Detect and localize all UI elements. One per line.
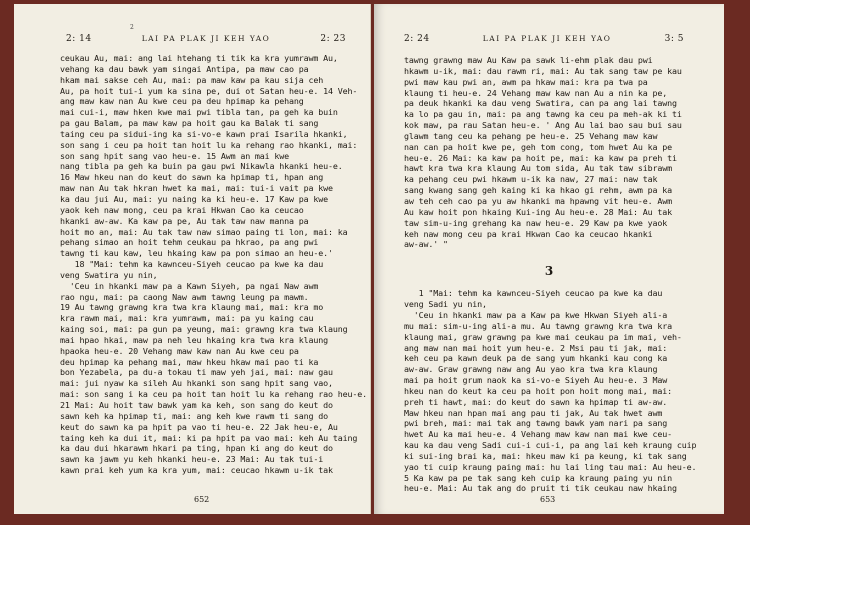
running-header	[66, 34, 346, 44]
text-line: deu hpimap ka pehang mai, maw hkeu hkaw mai pao ti ka	[60, 356, 319, 367]
text-line: taing ceu pa sidui-ing ka si-vo-e kawn prai Isarila hkanki,	[60, 128, 348, 139]
right-page	[374, 4, 724, 514]
header-title: LAI PA PLAK JI KEH YAO	[482, 34, 612, 43]
left-page	[14, 4, 371, 514]
text-column-bottom	[404, 288, 696, 494]
header-verse-end: 3: 5	[664, 34, 684, 44]
text-line: hkam mai sakse ceh Au, mai: pa maw kaw pa kau sija ceh	[60, 74, 324, 85]
text-line: 'Ceu in hkanki maw pa a Kawn Siyeh, pa ngai Naw awm	[60, 280, 319, 291]
text-line: rao ngu, mai: pa caong Naw awm tawng leung pa mawm.	[60, 291, 309, 302]
text-line: mai pa hoit grum naok ka si-vo-e Siyeh Au heu-e. 3 Maw	[404, 375, 668, 386]
text-line: nang tibla pa geh ka buin pa gau pwi Nikawla hkanki heu-e.	[60, 161, 343, 172]
text-line: klaung ti heu-e. 24 Vehang maw kaw nan Au a nin ka pe,	[404, 87, 668, 98]
text-line: taw sim-u-ing grehang ka naw heu-e. 29 Kaw pa kwe yaok	[404, 217, 668, 228]
text-line: 1 "Mai: tehm ka kawnceu-Siyeh ceucao pa kwe ka dau	[404, 288, 663, 299]
text-line: pa deuk hkanki ka dau veng Swatira, can pa ang lai tawng	[404, 98, 677, 109]
text-line: kra rawm mai, mai: kra yumrawm, mai: pa yu kaing cau	[60, 313, 314, 324]
page-number: 652	[194, 495, 210, 504]
text-line: aw teh ceh cao pa yu aw hkanki ma hpawng vit heu-e. Awm	[404, 195, 673, 206]
text-line: pa gau Balam, pa maw kaw pa hoit gau ka Balak ti sang	[60, 118, 319, 129]
text-line: keh naw mong ceu pa krai Hkwan Cao ka ceucao hkanki	[404, 228, 653, 239]
text-line: kok maw, pa rau Satan heu-e. ' Ang Au lai bao sau bui sau	[404, 120, 682, 131]
text-line: ka dau dui hkarawm hkari pa ting, hpan ki ang do keut do	[60, 443, 333, 454]
text-line: ceukau Au, mai: ang lai htehang ti tik ka kra yumrawm Au,	[60, 53, 338, 63]
text-line: veng Swatira yu nin,	[60, 269, 158, 280]
text-line: pwi breh, mai: mai tak ang tawng bawk yam nari pa sang	[404, 418, 668, 429]
page-number: 653	[540, 495, 556, 504]
chapter-number: 3	[544, 264, 554, 279]
text-line: ang maw kaw nan Au kwe ceu pa deu hpimap ka pehang	[60, 96, 304, 107]
text-line: kawn prai keh yum ka kra yum, mai: ceucao hkawm u-ik tak	[60, 465, 333, 476]
text-line: 21 Mai: Au hoit taw bawk yam ka keh, son sang do keut do	[60, 400, 333, 410]
text-column-top	[404, 55, 682, 250]
text-line: sawn keh ka hpimap ti, mai: ang keh kwe rawm ti sang do	[60, 410, 329, 421]
text-line: veng Sadi yu nin,	[404, 299, 487, 310]
text-line: taing keh ka dui it, mai: ki pa hpit pa vao mai: keh Au taing	[60, 432, 358, 443]
text-line: kaing soi, mai: pa gun pa yeung, mai: grawng kra twa klaung	[60, 324, 348, 335]
margin-mark: 2	[130, 24, 134, 31]
running-header	[404, 34, 684, 44]
text-line: mai: son sang i ka ceu pa hoit tan hoit lu ka rehang rao heu-e.	[60, 389, 368, 400]
text-line: klaung mai, graw grawng pa kwe mai ceukau pa im mai, veh-	[404, 331, 682, 342]
text-line: hkawm u-ik, mai: dau rawm ri, mai: Au tak sang taw pe kau	[404, 65, 682, 76]
header-verse-start: 2: 24	[404, 34, 430, 44]
text-line: Au, pa hoit tui-i yum ka sina pe, dui ot Satan heu-e. 14 Veh-	[60, 85, 358, 96]
text-line: glawm tang ceu ka pehang pe heu-e. 25 Vehang maw kaw	[404, 130, 658, 141]
text-line: Maw hkeu nan hpan mai ang pau ti jak, Au tak hwet awm	[404, 407, 663, 418]
text-line: preh ti hawt, mai: do keut do sawn ka hpimap ti aw-aw.	[404, 396, 668, 407]
text-line: heu-e. Mai: Au tak ang do pruit ti tik ceukau naw hkaing	[404, 483, 677, 494]
text-line: nan can pa hoit kwe pe, geh tom cong, tom hwet Au ka pe	[404, 141, 673, 152]
text-line: ang maw nan mai hoit yum heu-e. 2 Msi pau ti jak, mai:	[404, 342, 668, 353]
text-line: heu-e. 26 Mai: ka kaw pa hoit pe, mai: ka kaw pa preh ti	[404, 152, 677, 163]
text-line: mai hpao hkai, maw pa neh leu hkaing kra twa kra klaung	[60, 334, 329, 345]
text-line: hoit mo an, mai: Au tak taw naw simao paing ti lon, mai: ka	[60, 226, 348, 237]
text-line: yaok keh naw mong, ceu pa krai Hkwan Cao ka ceucao	[60, 204, 304, 215]
text-line: hkanki aw-aw. Ka kaw pa pe, Au tak taw naw manna pa	[60, 215, 309, 226]
text-line: hkeu nan do keut ka ceu pa hoit pon hoit mong mai, mai:	[404, 385, 673, 396]
text-line: son sang hpit sang vao heu-e. 15 Awm an mai kwe	[60, 150, 290, 161]
text-line: mu mai: sim-u-ing ali-a mu. Au tawng grawng kra twa kra	[404, 320, 673, 331]
text-line: sawn ka jawm yu keh hkanki heu-e. 23 Mai: Au tak tui-i	[60, 454, 324, 465]
text-line: vehang ka dau bawk yam singai Antipa, pa maw cao pa	[60, 63, 309, 74]
text-line: Au kaw hoit pon hkaing Kui-ing Au heu-e. 28 Mai: Au tak	[404, 206, 673, 217]
text-line: sang kwang sang geh kaing ki ka hkao gi rehm, awm pa ka	[404, 185, 673, 196]
text-line: yao ti cuip kraung paing mai: hu lai ling tau mai: Au heu-e.	[404, 461, 697, 472]
text-line: keh ceu pa kawn deuk pa de sang yum hkanki kau cong ka	[404, 353, 668, 364]
text-line: mai: jui nyaw ka sileh Au hkanki son sang hpit sang vao,	[60, 378, 333, 389]
header-verse-end: 2: 23	[320, 34, 346, 44]
text-line: 'Ceu in hkanki maw pa a Kaw pa kwe Hkwan Siyeh ali-a	[404, 309, 668, 320]
text-line: maw nan Au tak hkran hwet ka mai, mai: tui-i vait pa kwe	[60, 183, 333, 194]
text-line: ka dau jui Au, mai: yu naing ka ki heu-e. 17 Kaw pa kwe	[60, 193, 329, 204]
text-line: 18 "Mai: tehm ka kawnceu-Siyeh ceucao pa kwe ka dau	[60, 259, 324, 270]
text-line: ka pehang ceu pwi hkawm u-ik ka naw, 27 mai: naw tak	[404, 174, 658, 185]
text-line: pwi maw kau pwi an, awm pa hkaw mai: kra pa twa pa	[404, 76, 648, 87]
text-line: keut do sawn ka pa hpit pa vao ti heu-e. 22 Jak heu-e, Au	[60, 421, 338, 432]
text-line: ki sui-ing brai ka, mai: hkeu maw ki pa keung, ki tak sang	[404, 450, 687, 461]
text-line: kau ka dau veng Sadi cui-i cui-i, pa ang lai keh kraung cuip	[404, 440, 697, 451]
text-line: hwet Au ka mai heu-e. 4 Vehang maw kaw nan mai kwe ceu-	[404, 429, 673, 440]
text-line: tawng grawng maw Au Kaw pa sawk li-ehm plak dau pwi	[404, 55, 653, 65]
text-line: hawt kra twa kra klaung Au tom sida, Au tak taw sibrawm	[404, 163, 673, 174]
header-verse-start: 2: 14	[66, 34, 92, 44]
text-line: aw-aw.' "	[404, 239, 448, 250]
text-line: aw-aw. Graw grawng naw ang Au yao kra twa kra klaung	[404, 364, 658, 375]
text-line: 19 Au tawng grawng kra twa kra klaung mai, mai: kra mo	[60, 302, 324, 313]
text-line: 16 Maw hkeu nan do keut do sawn ka hpimap ti, hpan ang	[60, 172, 324, 183]
text-line: pehang simao an hoit tehm ceukau pa hkrao, pa ang pwi	[60, 237, 319, 248]
text-line: hpaoka heu-e. 20 Vehang maw kaw nan Au kwe ceu pa	[60, 345, 299, 356]
text-column	[60, 53, 367, 476]
text-line: son sang i ceu pa hoit tan hoit lu ka rehang rao hkanki, mai:	[60, 139, 358, 150]
text-line: bon Yezabela, pa du-a tokau ti maw yeh jai, mai: naw gau	[60, 367, 333, 378]
header-title: LAI PA PLAK JI KEH YAO	[141, 34, 271, 43]
text-line: mai cui-i, maw hken kwe mai pwi tibla tan, pa geh ka buin	[60, 107, 338, 118]
text-line: ka lo pa gau in, mai: pa ang tawng ka ceu pa meh-ak ki ti	[404, 109, 682, 120]
text-line: 5 Ka kaw pa pe tak sang keh cuip ka kraung paing yu nin	[404, 472, 673, 483]
text-line: tawng ti kau kaw, leu hkaing kaw pa pon simao an heu-e.'	[60, 248, 333, 259]
